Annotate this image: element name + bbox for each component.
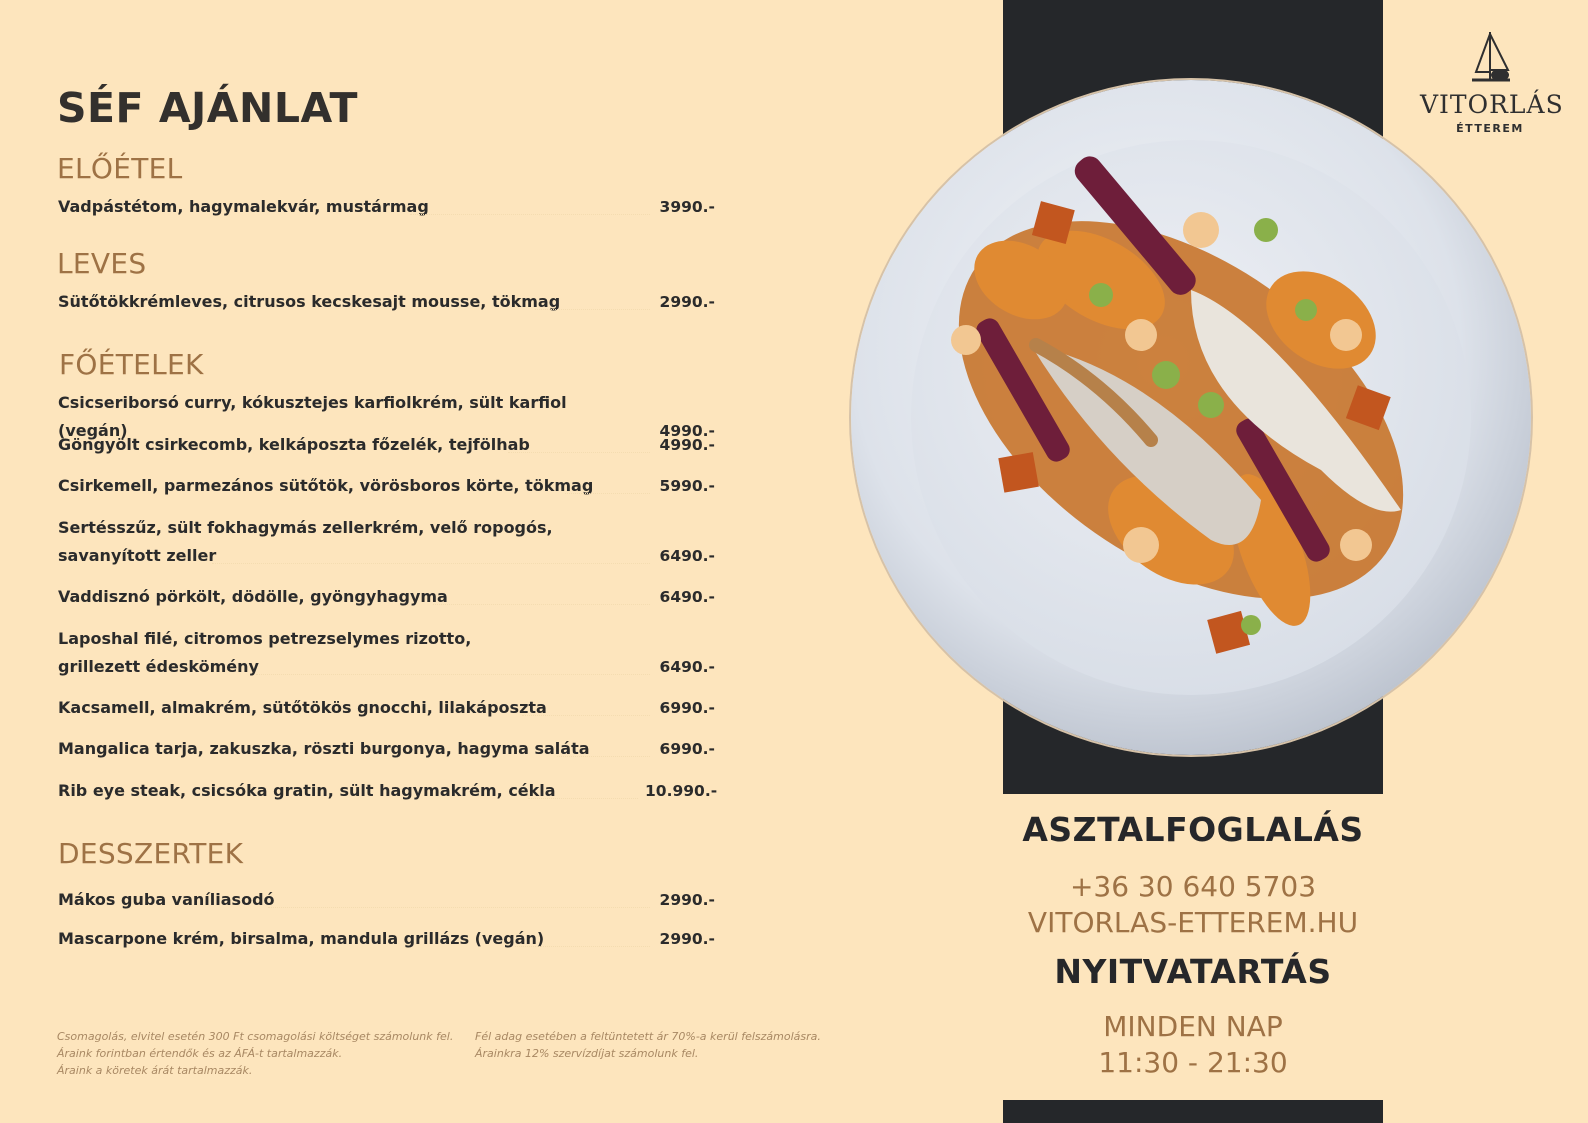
page-title: SÉF AJÁNLAT	[57, 84, 358, 132]
menu-item-price: 4990.-	[659, 436, 715, 454]
menu-item-price: 10.990.-	[645, 782, 718, 800]
footnote: Áraink forintban értendők és az ÁFÁ-t tartalmazzák.	[57, 1047, 343, 1060]
footnotes-left	[57, 1028, 453, 1079]
sailboat-spoon-icon	[1420, 30, 1560, 90]
menu-item	[58, 514, 715, 570]
menu-item-name: Vaddisznó pörkölt, dödölle, gyöngyhagyma	[58, 587, 448, 606]
menu-item	[58, 625, 715, 681]
menu-item-price: 2990.-	[659, 891, 715, 909]
dotted-leader	[256, 674, 650, 675]
menu-item-name-line2: grillezett édeskömény	[58, 657, 259, 676]
menu-item-name: Vadpástétom, hagymalekvár, mustármag	[58, 197, 429, 216]
dotted-leader	[268, 907, 650, 908]
section-heading-desserts: DESSZERTEK	[58, 837, 244, 870]
menu-item	[58, 193, 715, 221]
footnotes-right	[475, 1028, 821, 1062]
menu-item-price: 3990.-	[659, 198, 715, 216]
opening-title: NYITVATARTÁS	[1054, 952, 1332, 991]
dotted-leader	[565, 493, 650, 494]
menu-item	[58, 472, 715, 500]
dish-illustration	[851, 80, 1531, 755]
menu-item	[58, 431, 715, 459]
menu-item-price: 6990.-	[659, 699, 715, 717]
brand-name: VITORLÁS	[1420, 90, 1564, 119]
menu-item-price: 6490.-	[659, 658, 715, 676]
reservation-website[interactable]: VITORLAS-ETTEREM.HU	[1027, 906, 1359, 939]
opening-hours: 11:30 - 21:30	[1098, 1046, 1288, 1079]
menu-item-name-line1: Sertésszűz, sült fokhagymás zellerkrém, velő ropogós,	[58, 518, 553, 537]
menu-item-name: Sütőtökkrémleves, citrusos kecskesajt mousse, tökmag	[58, 292, 561, 311]
menu-item-name: Mangalica tarja, zakuszka, röszti burgonya, hagyma saláta	[58, 739, 590, 758]
footnote: Árainkra 12% szervízdíjat számolunk fel.	[475, 1047, 699, 1060]
reservation-title: ASZTALFOGLALÁS	[1022, 810, 1364, 849]
dotted-leader	[535, 309, 650, 310]
menu-item-price: 6490.-	[659, 547, 715, 565]
brand-subtitle: ÉTTEREM	[1456, 122, 1524, 135]
reservation-phone[interactable]: +36 30 640 5703	[1069, 870, 1317, 903]
menu-item-price: 2990.-	[659, 930, 715, 948]
menu-item-name-line1: Laposhal filé, citromos petrezselymes rizotto,	[58, 629, 472, 648]
dotted-leader	[212, 563, 650, 564]
dotted-leader	[410, 214, 650, 215]
menu-item	[58, 886, 715, 914]
menu-item-name: Rib eye steak, csicsóka gratin, sült hagymakrém, cékla	[58, 781, 556, 800]
footnote: Csomagolás, elvitel esetén 300 Ft csomagolási költséget számolunk fel.	[57, 1030, 454, 1043]
menu-item	[58, 583, 715, 611]
menu-item	[58, 694, 715, 722]
menu-item-name: Mákos guba vaníliasodó	[58, 890, 275, 909]
opening-days: MINDEN NAP	[1103, 1010, 1283, 1043]
menu-item-name-line2: savanyított zeller	[58, 546, 217, 565]
menu-item-price: 6490.-	[659, 588, 715, 606]
menu-item	[58, 735, 715, 763]
dotted-leader	[433, 604, 650, 605]
section-heading-starter: ELŐÉTEL	[57, 152, 183, 185]
menu-item	[58, 288, 715, 316]
menu-item-name: Csirkemell, parmezános sütőtök, vörösboros körte, tökmag	[58, 476, 594, 495]
dotted-leader	[557, 756, 650, 757]
section-heading-mains: FŐÉTELEK	[59, 348, 204, 381]
menu-item-name: Csicseriborsó curry, kókusztejes karfiolkrém, sült karfiol (vegán)	[58, 393, 567, 440]
menu-item-price: 5990.-	[659, 477, 715, 495]
section-heading-soup: LEVES	[57, 247, 147, 280]
footnote: Áraink a köretek árát tartalmazzák.	[57, 1064, 253, 1077]
dotted-leader	[515, 946, 650, 947]
menu-item-price: 2990.-	[659, 293, 715, 311]
dotted-leader	[528, 798, 638, 799]
menu-item-name: Göngyölt csirkecomb, kelkáposzta főzelék, tejfölhab	[58, 435, 530, 454]
menu-item	[58, 777, 718, 805]
menu-item-name: Kacsamell, almakrém, sütőtökös gnocchi, lilakáposzta	[58, 698, 547, 717]
dotted-leader	[522, 715, 650, 716]
menu-item-price: 6990.-	[659, 740, 715, 758]
menu-item-price: 4990.-	[659, 422, 715, 440]
dish-photo	[851, 80, 1531, 755]
brand-logo	[1420, 30, 1564, 140]
menu-item-name: Mascarpone krém, birsalma, mandula grillázs (vegán)	[58, 929, 545, 948]
footnote: Fél adag esetében a feltüntetett ár 70%-a kerül felszámolásra.	[475, 1030, 821, 1043]
dark-footer-band	[1003, 1100, 1383, 1123]
dotted-leader	[508, 452, 650, 453]
menu-item	[58, 925, 715, 953]
